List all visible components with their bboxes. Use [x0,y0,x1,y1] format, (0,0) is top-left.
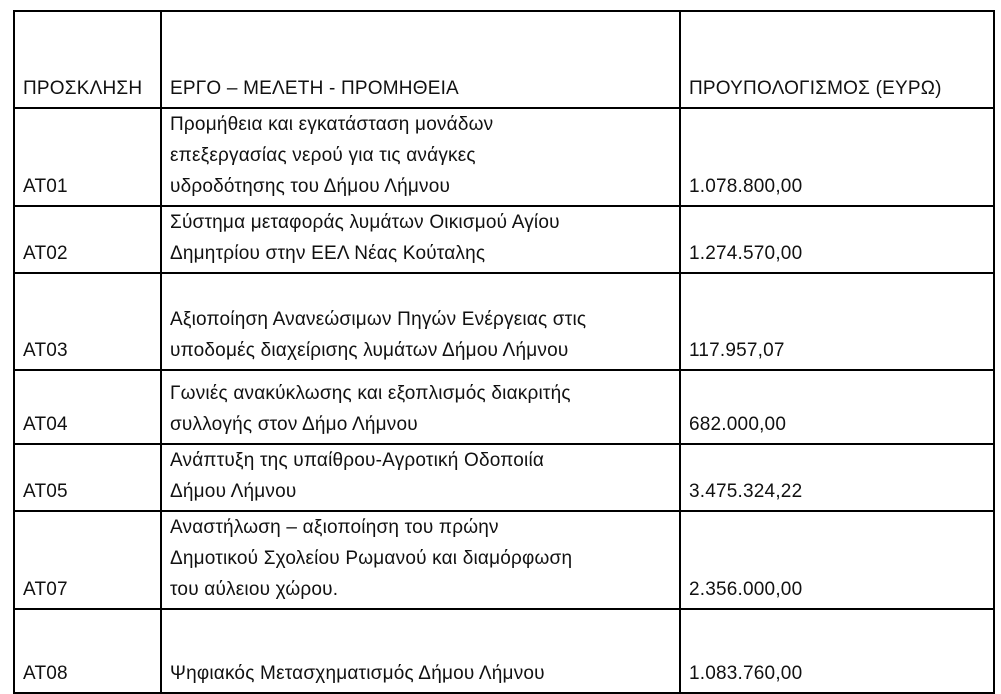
row-budget: 682.000,00 [680,370,994,444]
row-project: Γωνιές ανακύκλωσης και εξοπλισμός διακριτής συλλογής στον Δήμο Λήμνου [161,370,680,444]
row-budget: 1.274.570,00 [680,206,994,273]
row-project: Αξιοποίηση Ανανεώσιμων Πηγών Ενέργειας στις υποδομές διαχείρισης λυμάτων Δήμου Λήμνου [161,273,680,370]
projects-budget-table [13,10,995,694]
row-code: ΑΤ02 [14,206,161,273]
row-code: ΑΤ08 [14,609,161,693]
row-code: ΑΤ05 [14,444,161,511]
table-row [14,108,994,206]
header-project: ΕΡΓΟ – ΜΕΛΕΤΗ - ΠΡΟΜΗΘΕΙΑ [161,11,680,108]
header-budget: ΠΡΟΥΠΟΛΟΓΙΣΜΟΣ (ΕΥΡΩ) [680,11,994,108]
row-project: Προμήθεια και εγκατάσταση μονάδων επεξεργασίας νερού για τις ανάγκες υδροδότησης του Δήμου Λήμνου [161,108,680,206]
table-row [14,511,994,609]
row-budget: 117.957,07 [680,273,994,370]
header-row [14,11,994,108]
row-project: Ψηφιακός Μετασχηματισμός Δήμου Λήμνου [161,609,680,693]
row-code: ΑΤ04 [14,370,161,444]
table-row [14,609,994,693]
row-budget: 1.083.760,00 [680,609,994,693]
row-project: Αναστήλωση – αξιοποίηση του πρώην Δημοτικού Σχολείου Ρωμανού και διαμόρφωση του αύλειου χώρου. [161,511,680,609]
row-code: ΑΤ07 [14,511,161,609]
row-budget: 3.475.324,22 [680,444,994,511]
row-budget: 2.356.000,00 [680,511,994,609]
table-row [14,444,994,511]
row-project: Σύστημα μεταφοράς λυμάτων Οικισμού Αγίου Δημητρίου στην ΕΕΛ Νέας Κούταλης [161,206,680,273]
table-row [14,273,994,370]
table-row [14,370,994,444]
row-budget: 1.078.800,00 [680,108,994,206]
table-row [14,206,994,273]
row-code: ΑΤ01 [14,108,161,206]
header-call: ΠΡΟΣΚΛΗΣΗ [14,11,161,108]
row-project: Ανάπτυξη της υπαίθρου-Αγροτική Οδοποιία Δήμου Λήμνου [161,444,680,511]
row-code: ΑΤ03 [14,273,161,370]
